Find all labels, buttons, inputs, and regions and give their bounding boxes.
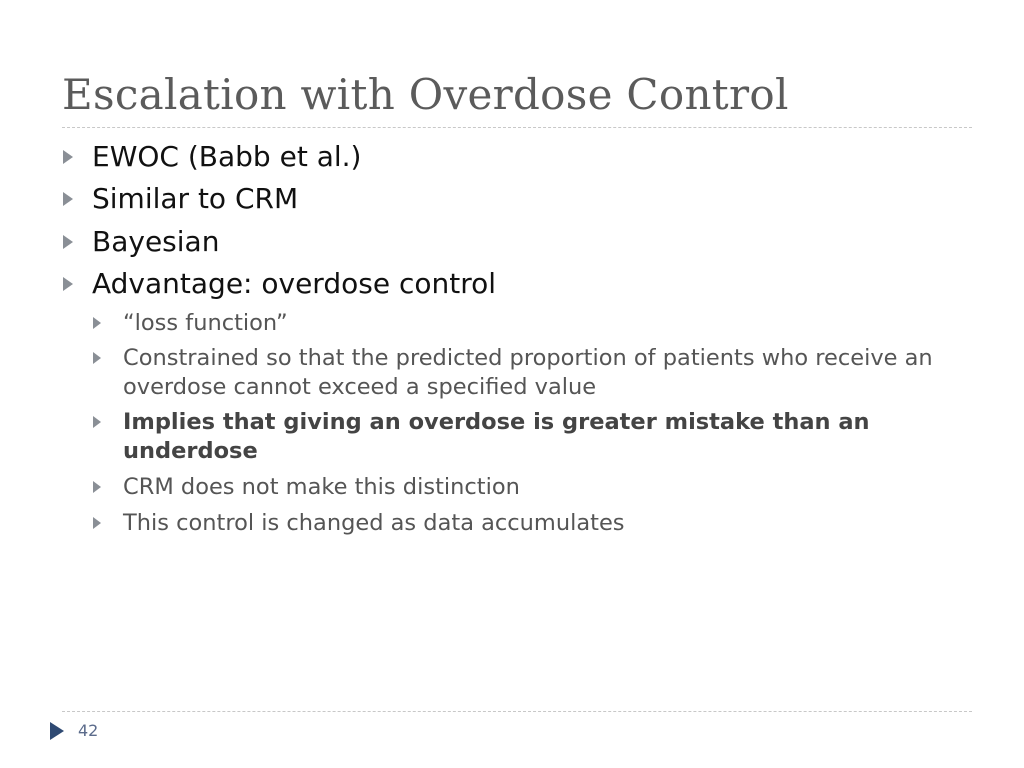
bullet-text: Bayesian <box>92 225 220 258</box>
footer-triangle-icon <box>50 722 64 740</box>
bullet-text: Advantage: overdose control <box>92 267 497 300</box>
sub-bullet-text: “loss function” <box>123 310 288 336</box>
triangle-bullet-icon <box>62 235 74 249</box>
triangle-bullet-icon <box>62 192 74 206</box>
triangle-bullet-icon <box>92 317 102 329</box>
title-divider <box>62 127 972 128</box>
sub-bullet-text-emphasis: Implies that giving an overdose is greater mistake than an underdose <box>123 409 870 464</box>
bullet-item <box>62 267 962 301</box>
page-number: 42 <box>78 721 99 740</box>
bullet-text: Similar to CRM <box>92 182 299 215</box>
sub-bullet-text: This control is changed as data accumulates <box>123 510 625 536</box>
sub-bullet-text: Constrained so that the predicted proportion of patients who receive an overdose cannot exceed a specified value <box>123 345 933 400</box>
bullet-text: EWOC (Babb et al.) <box>92 140 362 173</box>
triangle-bullet-icon <box>92 481 102 493</box>
sub-bullet-item <box>92 309 962 338</box>
triangle-bullet-icon <box>62 277 74 291</box>
sub-bullet-text: CRM does not make this distinction <box>123 474 520 500</box>
slide-title: Escalation with Overdose Control <box>62 70 789 119</box>
triangle-bullet-icon <box>62 150 74 164</box>
footer-divider <box>62 711 972 712</box>
bullet-item <box>62 225 962 259</box>
bullet-item <box>62 140 962 174</box>
sub-bullet-item <box>92 509 962 538</box>
bullet-item <box>62 182 962 216</box>
triangle-bullet-icon <box>92 416 102 428</box>
triangle-bullet-icon <box>92 352 102 364</box>
sub-bullet-item <box>92 473 962 502</box>
sub-bullet-item <box>92 344 962 402</box>
sub-bullet-item <box>92 408 962 466</box>
triangle-bullet-icon <box>92 517 102 529</box>
